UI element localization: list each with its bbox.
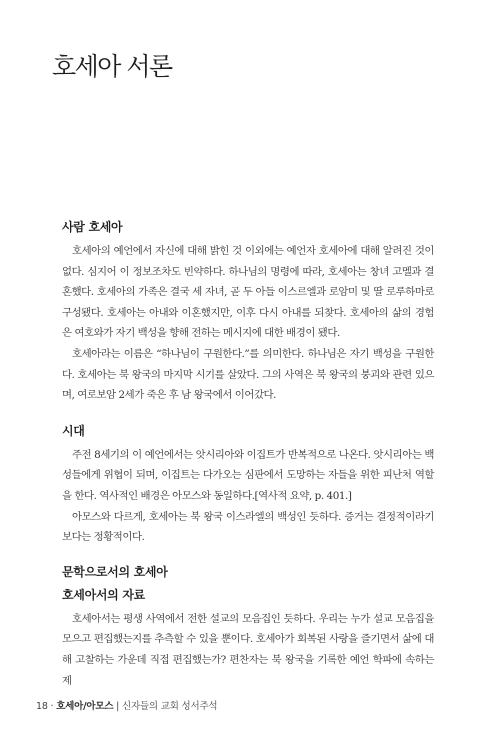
footer-bar: |: [116, 701, 120, 712]
section-heading: 사람 호세아: [62, 220, 123, 234]
page-title: 호세아 서론: [52, 52, 172, 81]
section-literature: [62, 563, 434, 691]
page-footer: [36, 698, 217, 712]
paragraph: 주전 8세기의 이 예언에서는 앗시리아와 이집트가 반복적으로 나온다. 앗시리아는 백성들에게 위협이 되며, 이집트는 다가오는 심판에서 도망하는 자들을 위한 피난처 역할을 한다. 역사적인 배경은 아모스와 동일하다.[역사적 요약, p. 401.]: [62, 448, 434, 502]
section-heading: 문학으로서의 호세아: [62, 564, 168, 579]
footer-separator: ·: [50, 701, 54, 712]
section-era: [62, 422, 434, 548]
paragraph: 아모스와 다르게, 호세아는 북 왕국 이스라엘의 백성인 듯하다. 증거는 결정적이라기보다는 정황적이다.: [62, 510, 434, 544]
body-content: [62, 218, 434, 691]
section-heading: 시대: [62, 423, 85, 438]
series-title: 신자들의 교회 성서주석: [122, 701, 218, 712]
subsection-heading: 호세아서의 자료: [62, 587, 145, 602]
paragraph: 호세아라는 이름은 “하나님이 구원한다.”를 의미한다. 하나님은 자기 백성을 구원한다. 호세아는 북 왕국의 마지막 시기를 살았다. 그의 사역은 북 왕국의 붕괴와 관련 있으며, 여로보암 2세가 죽은 후 남 왕국에서 이어갔다.: [62, 347, 434, 402]
book-title: 호세아/아모스: [56, 701, 114, 712]
paragraph: 호세아의 예언에서 자신에 대해 밝힌 것 이외에는 예언자 호세아에 대해 알려진 것이 없다. 심지어 이 정보조차도 빈약하다. 하나님의 명령에 따라, 호세아는 창녀 고멜과 결혼했다. 호세아의 가족은 결국 세 자녀, 곧 두 아들 이스르엘과 로암미 및 딸 로루하마로 구성됐다. 호세아는 아내와 이혼했지만, 이후 다시 아내를 되찾다. 호세아의 삶의 경험은 여호와가 자기 백성을 향해 전하는 메시지에 대한 배경이 됐다.: [62, 245, 434, 340]
paragraph: 호세아서는 평생 사역에서 전한 설교의 모음집인 듯하다. 우리는 누가 설교 모음집을 모으고 편집했는지를 추측할 수 있을 뿐이다. 호세아가 회복된 사랑을 즐기면서 삶에 대해 고찰하는 가운데 직접 편집했는가? 편찬자는 북 왕국을 기록한 예언 학파에 속하는 제: [62, 612, 434, 687]
section-person: [62, 218, 434, 406]
page-number: 18: [36, 701, 48, 712]
